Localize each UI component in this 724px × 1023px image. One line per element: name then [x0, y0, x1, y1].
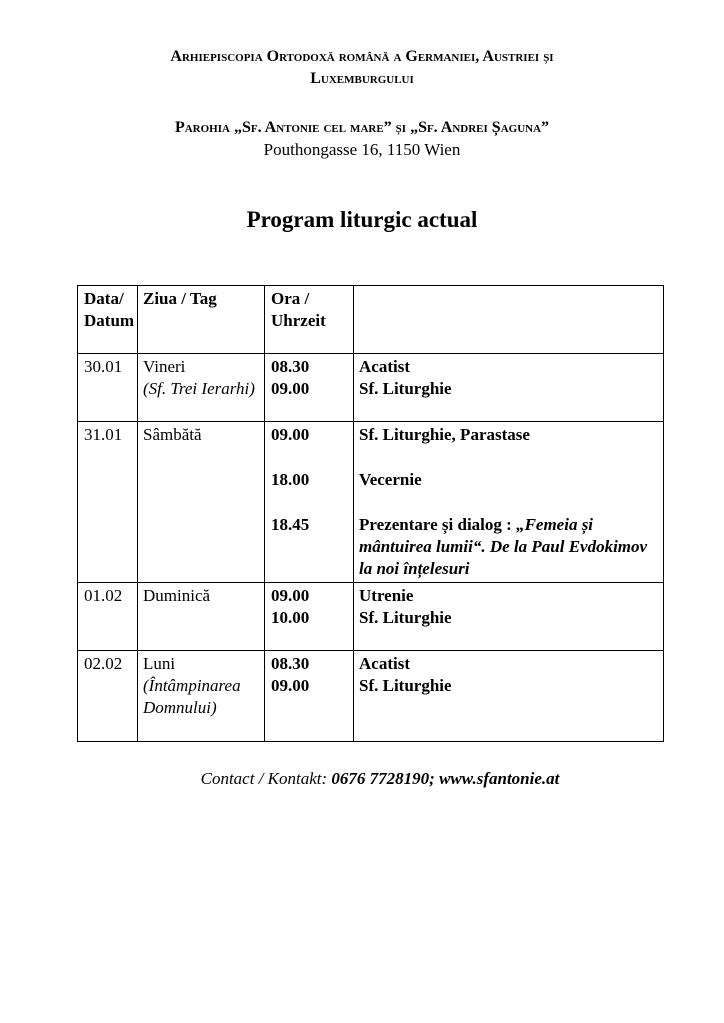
day-name: Sâmbătă: [143, 425, 202, 444]
row-times: [265, 422, 354, 583]
row-day: [138, 583, 265, 651]
day-name: Vineri: [143, 357, 186, 376]
table-header-row: [78, 286, 664, 354]
time-value: 08.30: [271, 357, 310, 376]
row-date: 30.01: [78, 354, 138, 422]
liturgical-schedule-table: [77, 285, 664, 742]
parish-address: Pouthongasse 16, 1150 Wien: [263, 140, 461, 159]
event-name: Utrenie: [359, 586, 414, 605]
row-day: [138, 354, 265, 422]
time-value: 09.00: [271, 586, 310, 605]
row-events: [354, 651, 664, 742]
event-name: Prezentare și dialog :: [359, 515, 517, 534]
table-row: [78, 583, 664, 651]
time-value: 09.00: [271, 379, 310, 398]
time-value: 09.00: [271, 676, 310, 695]
event-name: Sf. Liturghie: [359, 676, 452, 695]
day-name: Duminică: [143, 586, 211, 605]
row-day: [138, 422, 265, 583]
row-date: 02.02: [78, 651, 138, 742]
column-header-day: Ziua / Tag: [138, 286, 265, 354]
row-date: 31.01: [78, 422, 138, 583]
day-name: Luni: [143, 654, 176, 673]
event-lecture-title: „Femeia și mântuirea lumii“. De la Paul Evdokimov la noi înțelesuri: [359, 515, 648, 578]
row-times: [265, 354, 354, 422]
table-row: [78, 651, 664, 742]
row-date: 01.02: [78, 583, 138, 651]
contact-details: 0676 7728190; www.sfantonie.at: [331, 769, 560, 788]
event-name: Sf. Liturghie: [359, 608, 452, 627]
row-times: [265, 583, 354, 651]
row-events: [354, 422, 664, 583]
archdiocese-name-line2: Luxemburgului: [310, 70, 414, 87]
column-header-time: Ora / Uhrzeit: [265, 286, 354, 354]
event-name: Vecernie: [359, 470, 422, 489]
row-day: [138, 651, 265, 742]
time-value: 18.45: [271, 515, 310, 534]
row-events: [354, 583, 664, 651]
column-header-date: Data/ Datum: [78, 286, 138, 354]
archdiocese-name-line1: Arhiepiscopia Ortodoxă română a Germaniei, Austriei și: [170, 48, 554, 65]
column-header-event: [354, 286, 664, 354]
table-row: [78, 354, 664, 422]
contact-label: Contact / Kontakt:: [200, 769, 332, 788]
parish-name: Parohia „Sf. Antonie cel mare” și „Sf. Andrei Șaguna”: [174, 119, 550, 136]
time-value: 10.00: [271, 608, 310, 627]
day-note: (Întâmpinarea Domnului): [143, 676, 241, 717]
page-title: Program liturgic actual: [246, 207, 478, 232]
time-value: 08.30: [271, 654, 310, 673]
event-name: Sf. Liturghie: [359, 379, 452, 398]
day-note: (Sf. Trei Ierarhi): [143, 379, 255, 398]
contact-line: [0, 769, 724, 789]
table-row: [78, 422, 664, 583]
row-events: [354, 354, 664, 422]
event-name: Acatist: [359, 654, 410, 673]
row-times: [265, 651, 354, 742]
time-value: 18.00: [271, 470, 310, 489]
time-value: 09.00: [271, 425, 310, 444]
event-name: Acatist: [359, 357, 410, 376]
event-name: Sf. Liturghie, Parastase: [359, 425, 530, 444]
